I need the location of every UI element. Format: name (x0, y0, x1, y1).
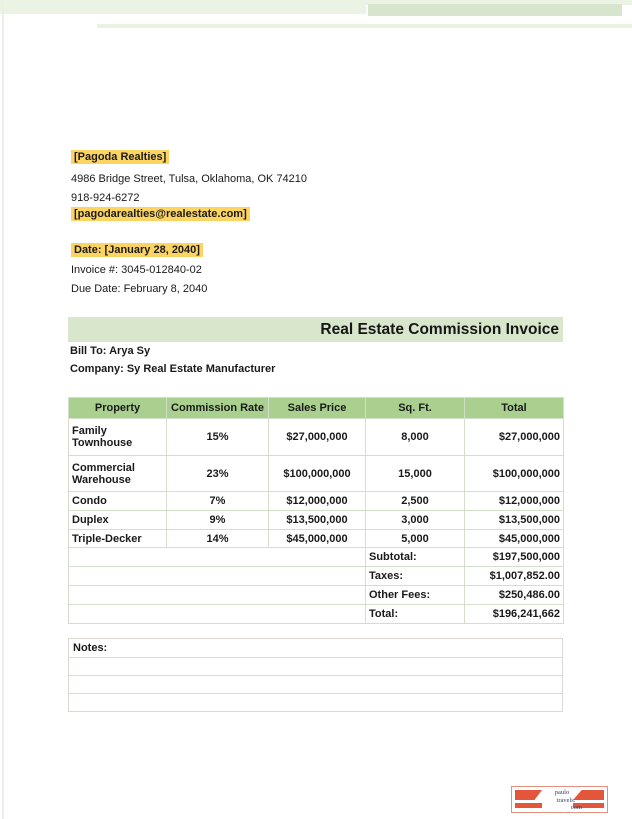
column-header-sales-price: Sales Price (269, 398, 366, 419)
column-header-commission-rate: Commission Rate (167, 398, 269, 419)
column-header-property: Property (69, 398, 167, 419)
invoice-date (71, 243, 203, 258)
logo-flag-top-left (515, 790, 542, 800)
header-decor-thin-line (97, 24, 632, 28)
cell-rate: 15% (167, 419, 269, 456)
cell-property: Family Townhouse (69, 419, 167, 456)
cell-sqft: 3,000 (366, 511, 465, 530)
logo-bar-bottom-left (515, 803, 542, 808)
table-row (69, 511, 564, 530)
cell-sqft: 5,000 (366, 530, 465, 548)
paulo-travels-logo (511, 786, 608, 813)
summary-label-total: Total: (366, 605, 465, 624)
cell-sqft: 15,000 (366, 456, 465, 492)
table-header-row (69, 398, 564, 419)
summary-row (69, 586, 564, 605)
notes-empty-cell (69, 676, 563, 694)
summary-label-subtotal: Subtotal: (366, 548, 465, 567)
summary-value-other-fees: $250,486.00 (465, 586, 564, 605)
summary-value-taxes: $1,007,852.00 (465, 567, 564, 586)
cell-property: Condo (69, 492, 167, 511)
cell-sqft: 8,000 (366, 419, 465, 456)
summary-row (69, 605, 564, 624)
bill-to-line: Bill To: Arya Sy (70, 345, 151, 357)
logo-text-line3: com (570, 804, 582, 811)
company-address: 4986 Bridge Street, Tulsa, Oklahoma, OK 74210 (71, 173, 308, 185)
summary-row (69, 567, 564, 586)
notes-empty-row (69, 694, 563, 712)
cell-price: $27,000,000 (269, 419, 366, 456)
header-decor-band-left (0, 0, 366, 14)
cell-rate: 23% (167, 456, 269, 492)
company-email-highlight: [pagodarealties@realestate.com] (71, 207, 250, 221)
column-header-total: Total (465, 398, 564, 419)
notes-label: Notes: (69, 639, 563, 658)
notes-empty-cell (69, 694, 563, 712)
cell-property: Triple-Decker (69, 530, 167, 548)
summary-empty-cell (69, 586, 366, 605)
summary-value-subtotal: $197,500,000 (465, 548, 564, 567)
notes-empty-row (69, 658, 563, 676)
notes-empty-row (69, 676, 563, 694)
company-phone: 918-924-6272 (71, 192, 140, 204)
cell-total: $45,000,000 (465, 530, 564, 548)
summary-label-other-fees: Other Fees: (366, 586, 465, 605)
cell-price: $100,000,000 (269, 456, 366, 492)
invoice-title-bar (68, 317, 563, 342)
notes-section (68, 638, 563, 712)
company-email (71, 207, 250, 222)
cell-price: $13,500,000 (269, 511, 366, 530)
table-row (69, 419, 564, 456)
cell-total: $13,500,000 (465, 511, 564, 530)
cell-property: Commercial Warehouse (69, 456, 167, 492)
summary-label-taxes: Taxes: (366, 567, 465, 586)
notes-header-row (69, 639, 563, 658)
page-left-edge-line (2, 0, 4, 819)
summary-empty-cell (69, 548, 366, 567)
notes-empty-cell (69, 658, 563, 676)
summary-empty-cell (69, 605, 366, 624)
invoice-title: Real Estate Commission Invoice (320, 321, 559, 338)
cell-total: $12,000,000 (465, 492, 564, 511)
invoice-due-date: Due Date: February 8, 2040 (71, 283, 208, 295)
company-name (71, 150, 169, 165)
cell-price: $12,000,000 (269, 492, 366, 511)
cell-total: $27,000,000 (465, 419, 564, 456)
summary-row (69, 548, 564, 567)
logo-text (540, 789, 584, 812)
column-header-sqft: Sq. Ft. (366, 398, 465, 419)
cell-price: $45,000,000 (269, 530, 366, 548)
cell-rate: 7% (167, 492, 269, 511)
table-row (69, 456, 564, 492)
table-row (69, 530, 564, 548)
table-row (69, 492, 564, 511)
invoice-number: Invoice #: 3045-012840-02 (71, 264, 202, 276)
invoice-date-highlight: Date: [January 28, 2040] (71, 243, 203, 257)
cell-property: Duplex (69, 511, 167, 530)
line-items-table (68, 397, 564, 624)
bill-to-company-line: Company: Sy Real Estate Manufacturer (70, 363, 276, 375)
header-decor-bar-right (368, 4, 622, 16)
cell-total: $100,000,000 (465, 456, 564, 492)
cell-rate: 9% (167, 511, 269, 530)
summary-value-total: $196,241,662 (465, 605, 564, 624)
cell-sqft: 2,500 (366, 492, 465, 511)
company-name-highlight: [Pagoda Realties] (71, 150, 169, 164)
cell-rate: 14% (167, 530, 269, 548)
logo-text-line2: travels. (556, 796, 576, 804)
summary-empty-cell (69, 567, 366, 586)
logo-text-line1: paulo (554, 789, 570, 796)
